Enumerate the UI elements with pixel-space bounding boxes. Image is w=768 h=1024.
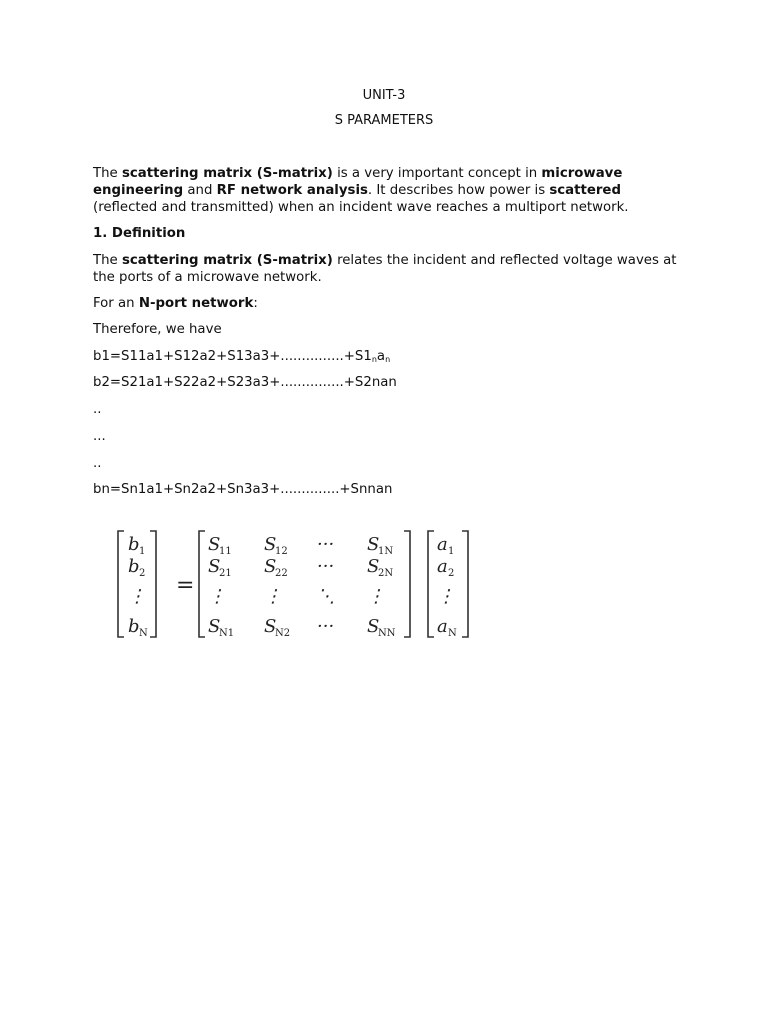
s-entry-r2-c3 <box>317 556 334 577</box>
s-entry-r1-c4-symbol: S <box>367 534 380 555</box>
intro-text-5: (reflected and transmitted) when an incident wave reaches a multiport network. <box>93 200 629 215</box>
a-vector-entry-2-subscript: 2 <box>448 568 455 579</box>
s-entry-r2-c3-symbol: ··· <box>317 556 335 577</box>
a-vector-entry-4-symbol: a <box>437 616 448 637</box>
s-entry-r4-c1-symbol: S <box>208 616 221 637</box>
s-entry-r2-c4-subscript: 2N <box>378 568 394 579</box>
a-vector-entry-2-symbol: a <box>437 556 448 577</box>
b-vector-entry-4 <box>128 616 148 639</box>
equals-sign: = <box>176 573 195 598</box>
equation-b1-a: a <box>376 349 386 364</box>
s-entry-r1-c1 <box>208 534 232 557</box>
b-vector-entry-1 <box>128 534 145 557</box>
a-vector-entry-4 <box>437 616 457 639</box>
definition-text-1: The <box>93 253 122 268</box>
s-matrix-left-bracket <box>199 531 205 637</box>
b-vector-entry-2 <box>128 556 145 579</box>
s-entry-r2-c1-subscript: 21 <box>219 568 232 579</box>
s-entry-r4-c1-subscript: N1 <box>219 628 235 639</box>
nport-line <box>93 295 683 312</box>
s-entry-r2-c2-subscript: 22 <box>275 568 288 579</box>
s-entry-r3-c1 <box>208 586 226 607</box>
therefore-line: Therefore, we have <box>93 322 222 337</box>
s-entry-r1-c4-subscript: 1N <box>378 546 394 557</box>
s-entry-r4-c4 <box>367 616 396 639</box>
a-vector <box>437 534 457 639</box>
equation-b2: b2=S21a1+S22a2+S23a3+...............+S2nan <box>93 375 397 390</box>
intro-text-2: is a very important concept in <box>332 166 542 181</box>
s-entry-r3-c4-symbol: ⋮ <box>367 586 385 607</box>
a-vector-entry-1-symbol: a <box>437 534 448 555</box>
s-entry-r4-c4-subscript: NN <box>378 628 396 639</box>
intro-text-4: . It describes how power is <box>367 183 550 198</box>
s-matrix-right-bracket <box>404 531 410 637</box>
s-entry-r4-c2 <box>264 616 290 639</box>
definition-text-2: relates the incident and reflected voltage waves at the ports of a microwave network. <box>93 253 677 285</box>
a-vector-entry-3 <box>437 586 455 607</box>
nport-bold: N-port network <box>138 296 254 311</box>
b-vector-left-bracket <box>118 531 124 637</box>
s-entry-r2-c2-symbol: S <box>264 556 277 577</box>
definition-paragraph <box>93 252 683 286</box>
s-matrix-svg <box>110 522 480 646</box>
s-entry-r2-c2 <box>264 556 288 579</box>
definition-heading-text: 1. Definition <box>93 226 186 241</box>
a-vector-entry-2 <box>437 556 454 579</box>
s-entry-r1-c1-symbol: S <box>208 534 221 555</box>
s-entry-r1-c3-symbol: ··· <box>317 534 335 555</box>
a-vector-left-bracket <box>428 531 434 637</box>
s-entry-r4-c3-symbol: ··· <box>317 616 335 637</box>
b-vector-entry-3 <box>128 586 146 607</box>
s-entry-r1-c2-subscript: 12 <box>275 546 288 557</box>
a-vector-entry-1 <box>437 534 454 557</box>
s-entry-r2-c4-symbol: S <box>367 556 380 577</box>
b-vector <box>128 534 148 639</box>
a-vector-entry-3-symbol: ⋮ <box>437 586 455 607</box>
b-vector-entry-4-subscript: N <box>139 628 148 639</box>
s-entry-r2-c1-symbol: S <box>208 556 221 577</box>
intro-bold-2: microwave engineering <box>93 166 623 198</box>
equation-b1 <box>93 348 683 368</box>
s-matrix-entries <box>208 534 396 639</box>
intro-text-3: and <box>183 183 217 198</box>
s-entry-r4-c1 <box>208 616 234 639</box>
b-vector-right-bracket <box>150 531 156 637</box>
intro-text-1: The <box>93 166 122 181</box>
unit-title: UNIT-3 <box>362 88 406 103</box>
s-entry-r4-c2-subscript: N2 <box>275 628 291 639</box>
s-entry-r4-c3 <box>317 616 334 637</box>
intro-bold-4: scattered <box>549 183 621 198</box>
topic-title: S PARAMETERS <box>334 113 434 128</box>
s-entry-r1-c4 <box>367 534 393 557</box>
s-entry-r1-c2-symbol: S <box>264 534 277 555</box>
equation-b1-sub1: n <box>371 355 377 364</box>
intro-bold-1: scattering matrix (S-matrix) <box>121 166 333 181</box>
b-vector-entry-1-subscript: 1 <box>139 546 146 557</box>
nport-text-2: : <box>253 296 258 311</box>
b-vector-entry-3-symbol: ⋮ <box>128 586 146 607</box>
equation-b1-sub2: n <box>385 355 391 364</box>
ellipsis-line-1: .. <box>93 402 102 417</box>
equation-b1-main: b1=S11a1+S12a2+S13a3+...............+S1 <box>93 349 372 364</box>
s-entry-r3-c3-symbol: ⋱ <box>317 586 335 607</box>
a-vector-entry-4-subscript: N <box>448 628 457 639</box>
s-entry-r3-c2-symbol: ⋮ <box>264 586 282 607</box>
s-matrix-equation-figure <box>110 522 480 646</box>
b-vector-entry-2-subscript: 2 <box>139 568 146 579</box>
ellipsis-line-3: .. <box>93 456 102 471</box>
s-entry-r3-c1-symbol: ⋮ <box>208 586 226 607</box>
intro-paragraph <box>93 165 683 216</box>
a-vector-right-bracket <box>462 531 468 637</box>
s-entry-r1-c3 <box>317 534 334 555</box>
equation-bn: bn=Sn1a1+Sn2a2+Sn3a3+..............+Snnan <box>93 482 393 497</box>
s-entry-r3-c3 <box>317 586 335 607</box>
b-vector-entry-1-symbol: b <box>128 534 140 555</box>
b-vector-entry-4-symbol: b <box>128 616 140 637</box>
definition-bold-1: scattering matrix (S-matrix) <box>121 253 333 268</box>
s-entry-r3-c4 <box>367 586 385 607</box>
s-entry-r2-c1 <box>208 556 232 579</box>
a-vector-entry-1-subscript: 1 <box>448 546 455 557</box>
definition-heading <box>93 225 683 242</box>
ellipsis-line-2: ... <box>93 429 106 444</box>
s-entry-r1-c2 <box>264 534 288 557</box>
b-vector-entry-2-symbol: b <box>128 556 140 577</box>
s-entry-r3-c2 <box>264 586 282 607</box>
s-entry-r2-c4 <box>367 556 393 579</box>
s-entry-r1-c1-subscript: 11 <box>219 546 232 557</box>
s-entry-r4-c2-symbol: S <box>264 616 277 637</box>
nport-text-1: For an <box>93 296 139 311</box>
intro-bold-3: RF network analysis <box>216 183 368 198</box>
s-entry-r4-c4-symbol: S <box>367 616 380 637</box>
